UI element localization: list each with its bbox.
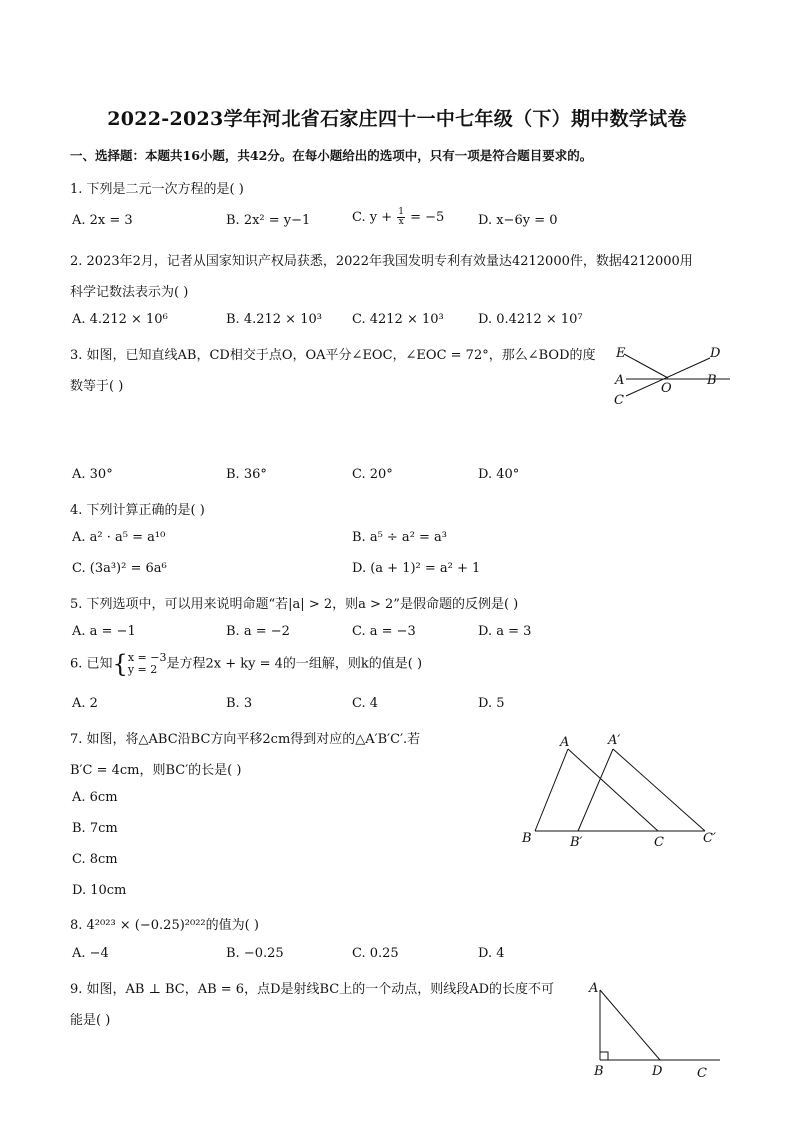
question-6-option-c[interactable]: C. 4 — [352, 696, 379, 711]
question-8-option-a[interactable]: A. −4 — [72, 946, 109, 961]
triangle-a2b2c2-side-a2b2 — [578, 749, 613, 831]
point-c-label: C — [654, 835, 664, 850]
question-2-option-a[interactable]: A. 4.212 × 10⁶ — [72, 312, 168, 327]
question-4-option-d[interactable]: D. (a + 1)² = a² + 1 — [352, 561, 481, 576]
left-brace-icon: { — [112, 650, 128, 678]
point-a-label: A — [615, 373, 625, 388]
question-3-stem-line2: 数等于( ) — [70, 379, 124, 394]
question-7-stem-line2: B′C = 4cm，则BC′的长是( ) — [70, 763, 242, 778]
segment-ad — [600, 990, 660, 1060]
question-3-stem-line1: 3. 如图，已知直线AB，CD相交于点O，OA平分∠EOC，∠EOC = 72°，那么∠BOD的度 — [70, 348, 596, 363]
point-b-prime-label: B′ — [570, 835, 583, 850]
question-2-option-b[interactable]: B. 4.212 × 10³ — [226, 312, 322, 327]
question-6-option-b[interactable]: B. 3 — [226, 696, 253, 711]
triangle-a2b2c2-side-a2c2 — [613, 749, 705, 831]
question-7-stem-line1: 7. 如图，将△ABC沿BC方向平移2cm得到对应的△A′B′C′.若 — [70, 732, 421, 747]
right-angle-icon — [600, 1052, 608, 1060]
ray-oe — [624, 354, 668, 378]
question-3-option-d[interactable]: D. 40° — [478, 467, 520, 482]
point-a-prime-label: A′ — [608, 733, 621, 748]
point-b-label: B — [522, 831, 532, 846]
system-eq-1: x = −3 — [127, 651, 167, 664]
question-4-option-a[interactable]: A. a² · a⁵ = a¹⁰ — [72, 530, 166, 545]
question-9-stem-line1: 9. 如图，AB ⊥ BC，AB = 6，点D是射线BC上的一个动点，则线段AD的长度不可 — [70, 982, 555, 997]
question-6-option-d[interactable]: D. 5 — [478, 696, 505, 711]
question-6-option-a[interactable]: A. 2 — [72, 696, 98, 711]
question-7-option-a[interactable]: A. 6cm — [72, 790, 118, 805]
triangle-abc-side-ab — [535, 749, 568, 831]
question-5-option-a[interactable]: A. a = −1 — [72, 624, 136, 639]
question-4-option-c[interactable]: C. (3a³)² = 6a⁶ — [72, 561, 167, 576]
question-2-option-d[interactable]: D. 0.4212 × 10⁷ — [478, 312, 583, 327]
question-1-option-d[interactable]: D. x−6y = 0 — [478, 213, 558, 228]
question-6-stem — [70, 652, 422, 676]
question-5-option-d[interactable]: D. a = 3 — [478, 624, 532, 639]
question-9-stem-line2: 能是( ) — [70, 1013, 111, 1028]
question-5-option-b[interactable]: B. a = −2 — [226, 624, 290, 639]
question-3-option-b[interactable]: B. 36° — [226, 467, 267, 482]
question-2-stem-line2: 科学记数法表示为( ) — [70, 285, 189, 300]
intersecting-lines-figure — [610, 340, 730, 410]
question-3-option-a[interactable]: A. 30° — [72, 467, 113, 482]
fraction — [397, 208, 405, 227]
question-7-option-b[interactable]: B. 7cm — [72, 821, 118, 836]
page-title: 2022-2023学年河北省石家庄四十一中七年级（下）期中数学试卷 — [107, 108, 687, 130]
question-1-option-a[interactable]: A. 2x = 3 — [72, 213, 133, 228]
question-3-option-c[interactable]: C. 20° — [352, 467, 393, 482]
question-8-option-d[interactable]: D. 4 — [478, 946, 505, 961]
point-a-label: A — [589, 981, 599, 996]
fraction-numerator: 1 — [398, 207, 404, 217]
point-b-label: B — [707, 373, 717, 388]
point-a-label: A — [560, 735, 570, 750]
point-c-label: C — [697, 1066, 707, 1081]
question-7-option-c[interactable]: C. 8cm — [72, 852, 118, 867]
point-c-label: C — [614, 393, 624, 408]
point-o-label: O — [661, 381, 672, 396]
point-d-label: D — [710, 346, 721, 361]
question-4-option-b[interactable]: B. a⁵ ÷ a² = a³ — [352, 530, 448, 545]
question-1-option-c[interactable] — [352, 208, 444, 227]
triangle-abc-side-ac — [568, 749, 658, 831]
right-triangle-figure — [585, 976, 730, 1086]
question-5-option-c[interactable]: C. a = −3 — [352, 624, 416, 639]
question-6-suffix: 是方程2x + ky = 4的一组解，则k的值是( ) — [166, 656, 423, 672]
equation-system — [128, 652, 167, 676]
question-1-option-b[interactable]: B. 2x² = y−1 — [226, 213, 311, 228]
question-8-option-c[interactable]: C. 0.25 — [352, 946, 399, 961]
question-8-option-b[interactable]: B. −0.25 — [226, 946, 284, 961]
point-d-label: D — [652, 1064, 663, 1079]
question-2-option-c[interactable]: C. 4212 × 10³ — [352, 312, 444, 327]
system-eq-2: y = 2 — [127, 663, 158, 676]
question-8-stem: 8. 4²⁰²³ × (−0.25)²⁰²²的值为( ) — [70, 918, 259, 933]
point-b-label: B — [594, 1064, 604, 1079]
question-1-stem: 1. 下列是二元一次方程的是( ) — [70, 182, 244, 197]
point-e-label: E — [616, 346, 626, 361]
question-2-stem-line1: 2. 2023年2月，记者从国家知识产权局获悉，2022年我国发明专利有效量达4212000件，数据4212000用 — [70, 254, 693, 269]
question-7-option-d[interactable]: D. 10cm — [72, 883, 127, 898]
point-c-prime-label: C′ — [703, 831, 716, 846]
translated-triangles-figure — [515, 728, 725, 853]
question-4-stem: 4. 下列计算正确的是( ) — [70, 503, 205, 518]
option-c-suffix: = −5 — [405, 210, 445, 225]
question-6-prefix: 6. 已知 — [70, 656, 113, 672]
fraction-denominator: x — [398, 217, 404, 227]
section-heading: 一、选择题：本题共16小题，共42分。在每小题给出的选项中，只有一项是符合题目要求的。 — [70, 148, 593, 163]
option-c-prefix: C. y + — [352, 210, 397, 225]
question-5-stem: 5. 下列选项中，可以用来说明命题“若|a| > 2，则a > 2”是假命题的反例是( ) — [70, 597, 519, 612]
